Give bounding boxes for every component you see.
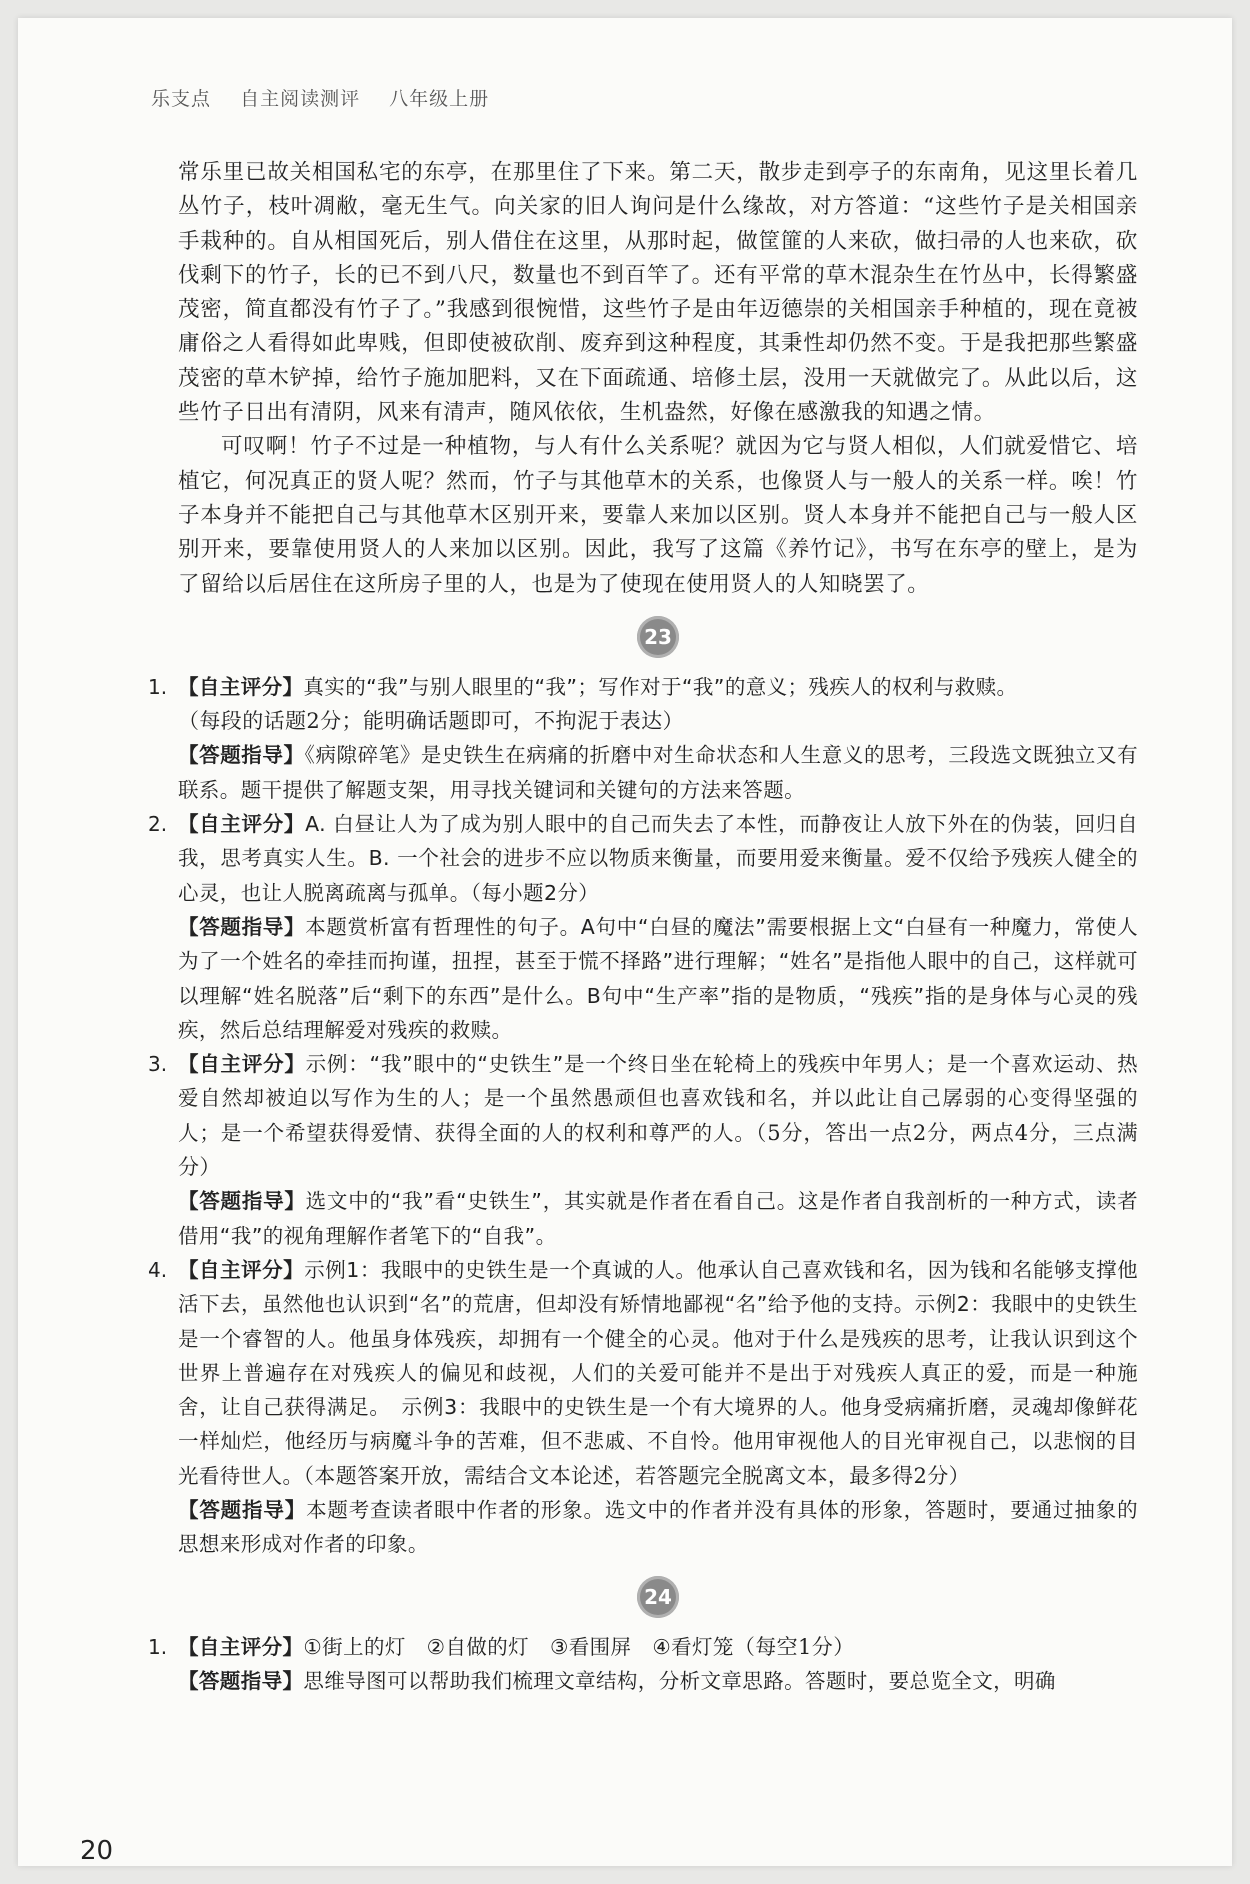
guide-text: 本题考查读者眼中作者的形象。选文中的作者并没有具体的形象，答题时，要通过抽象的思想来形成对作者的印象。 bbox=[178, 1497, 1138, 1557]
section-24-badge: 24 bbox=[637, 1576, 679, 1618]
running-header bbox=[151, 84, 511, 111]
score-note: （5分，答出一点2分，两点4分，三点满分） bbox=[178, 1120, 1138, 1180]
section-24-header bbox=[178, 1576, 1138, 1618]
score-note: （本题答案开放，需结合文本论述，若答题完全脱离文本，最多得2分） bbox=[303, 1463, 971, 1488]
answer-23-1 bbox=[148, 670, 1139, 807]
score-tag: 【自主评分】 bbox=[178, 1257, 305, 1282]
guide-tag: 【答题指导】 bbox=[178, 914, 306, 939]
section-23-badge: 23 bbox=[637, 616, 679, 658]
section-23-header bbox=[178, 616, 1138, 658]
page-content bbox=[148, 156, 1139, 1698]
score-tag: 【自主评分】 bbox=[178, 674, 304, 699]
score-text: A. 白昼让人为了成为别人眼中的自己而失去了本性，而静夜让人放下外在的伪装，回归自我，思考真实人生。B. 一个社会的进步不应以物质来衡量，而要用爱来衡量。爱不仅给予残疾人健全的心灵，也让人脱离疏离与孤单。（每小题2分） bbox=[178, 812, 1138, 905]
score-text: 真实的“我”与别人眼里的“我”；写作对于“我”的意义；残疾人的权利与救赎。 bbox=[303, 674, 1018, 699]
header-series: 自主阅读测评 bbox=[240, 88, 361, 110]
passage-paragraph-2: 可叹啊！竹子不过是一种植物，与人有什么关系呢？就因为它与贤人相似，人们就爱惜它、培植它，何况真正的贤人呢？然而，竹子与其他草木的关系，也像贤人与一般人的关系一样。唉！竹子本身并不能把自己与其他草木区别开来，要靠人来加以区别。贤人本身并不能把自己与一般人区别开来，要靠使用贤人的人来加以区别。因此，我写了这篇《养竹记》，书写在东亭的壁上，是为了留给以后居住在这所房子里的人，也是为了使现在使用贤人的人知晓罢了。 bbox=[178, 434, 1138, 597]
page-sheet bbox=[18, 18, 1232, 1866]
answer-23-2 bbox=[148, 807, 1138, 1047]
page-number: 20 bbox=[80, 1836, 114, 1866]
score-text: ①街上的灯 ②自做的灯 ③看围屏 ④看灯笼 bbox=[303, 1634, 734, 1659]
guide-text: 本题赏析富有哲理性的句子。A句中“白昼的魔法”需要根据上文“白昼有一种魔力，常使人为了一个姓名的牵挂而拘谨，扭捏，甚至于慌不择路”进行理解；“姓名”是指他人眼中的自己，这样就可以理解“姓名脱落”后“剩下的东西”是什么。B句中“生产率”指的是物质，“残疾”指的是身体与心灵的残疾，然后总结理解爱对残疾的救赎。 bbox=[178, 914, 1138, 1042]
guide-tag: 【答题指导】 bbox=[178, 743, 305, 768]
score-tag: 【自主评分】 bbox=[178, 1052, 306, 1077]
question-number: 4. bbox=[148, 1257, 168, 1282]
guide-tag: 【答题指导】 bbox=[178, 1189, 306, 1214]
answer-24-1 bbox=[148, 1630, 1138, 1699]
guide-tag: 【答题指导】 bbox=[178, 1668, 304, 1693]
header-brand: 乐支点 bbox=[151, 88, 212, 110]
header-grade: 八年级上册 bbox=[389, 88, 490, 110]
question-number: 1. bbox=[148, 1634, 168, 1659]
score-note: （每段的话题2分；能明确话题即可，不拘泥于表达） bbox=[178, 709, 684, 734]
passage-paragraph-1: 常乐里已故关相国私宅的东亭，在那里住了下来。第二天，散步走到亭子的东南角，见这里长着几丛竹子，枝叶凋敝，毫无生气。向关家的旧人询问是什么缘故，对方答道：“这些竹子是关相国亲手栽种的。自从相国死后，别人借住在这里，从那时起，做筐篚的人来砍，做扫帚的人也来砍，砍伐剩下的竹子，长的已不到八尺，数量也不到百竿了。还有平常的草木混杂生在竹丛中，长得繁盛茂密，简直都没有竹子了。”我感到很惋惜，这些竹子是由年迈德崇的关相国亲手种植的，现在竟被庸俗之人看得如此卑贱，但即使被砍削、废弃到这种程度，其秉性却仍然不变。于是我把那些繁盛茂密的草木铲掉，给竹子施加肥料，又在下面疏通、培修土层，没用一天就做完了。从此以后，这些竹子日出有清阴，风来有清声，随风依依，生机盎然，好像在感激我的知遇之情。 bbox=[178, 160, 1138, 426]
guide-text: 《病隙碎笔》是史铁生在病痛的折磨中对生命状态和人生意义的思考，三段选文既独立又有联系。题干提供了解题支架，用寻找关键词和关键句的方法来答题。 bbox=[178, 743, 1139, 802]
score-tag: 【自主评分】 bbox=[178, 812, 306, 837]
question-number: 3. bbox=[148, 1052, 168, 1077]
answer-23-4 bbox=[148, 1253, 1138, 1562]
guide-text: 思维导图可以帮助我们梳理文章结构，分析文章思路。答题时，要总览全文，明确 bbox=[303, 1668, 1056, 1693]
score-tag: 【自主评分】 bbox=[178, 1634, 304, 1659]
question-number: 2. bbox=[148, 812, 168, 837]
question-number: 1. bbox=[148, 674, 168, 699]
guide-tag: 【答题指导】 bbox=[178, 1497, 307, 1522]
score-text: 示例1：我眼中的史铁生是一个真诚的人。他承认自己喜欢钱和名，因为钱和名能够支撑他活下去，虽然他也认识到“名”的荒唐，但却没有矫情地鄙视“名”给予他的支持。示例2：我眼中的史铁生是一个睿智的人。他虽身体残疾，却拥有一个健全的心灵。他对于什么是残疾的思考，让我认识到这个世界上普遍存在对残疾人的偏见和歧视，人们的关爱可能并不是出于对残疾人真正的爱，而是一种施舍，让自己获得满足。 示例3：我眼中的史铁生是一个有大境界的人。他身受病痛折磨，灵魂却像鲜花一样灿烂，他经历与病魔斗争的苦难，但不悲戚、不自怜。他用审视他人的目光审视自己，以悲悯的目光看待世人。 bbox=[178, 1257, 1138, 1488]
score-note: （每空1分） bbox=[733, 1634, 855, 1659]
answer-23-3 bbox=[148, 1047, 1138, 1253]
guide-text: 选文中的“我”看“史铁生”，其实就是作者在看自己。这是作者自我剖析的一种方式，读者借用“我”的视角理解作者笔下的“自我”。 bbox=[178, 1189, 1138, 1248]
score-text: 示例：“我”眼中的“史铁生”是一个终日坐在轮椅上的残疾中年男人；是一个喜欢运动、热爱自然却被迫以写作为生的人；是一个虽然愚顽但也喜欢钱和名，并以此让自己孱弱的心变得坚强的人；是一个希望获得爱情、获得全面的人的权利和尊严的人。 bbox=[178, 1052, 1138, 1145]
